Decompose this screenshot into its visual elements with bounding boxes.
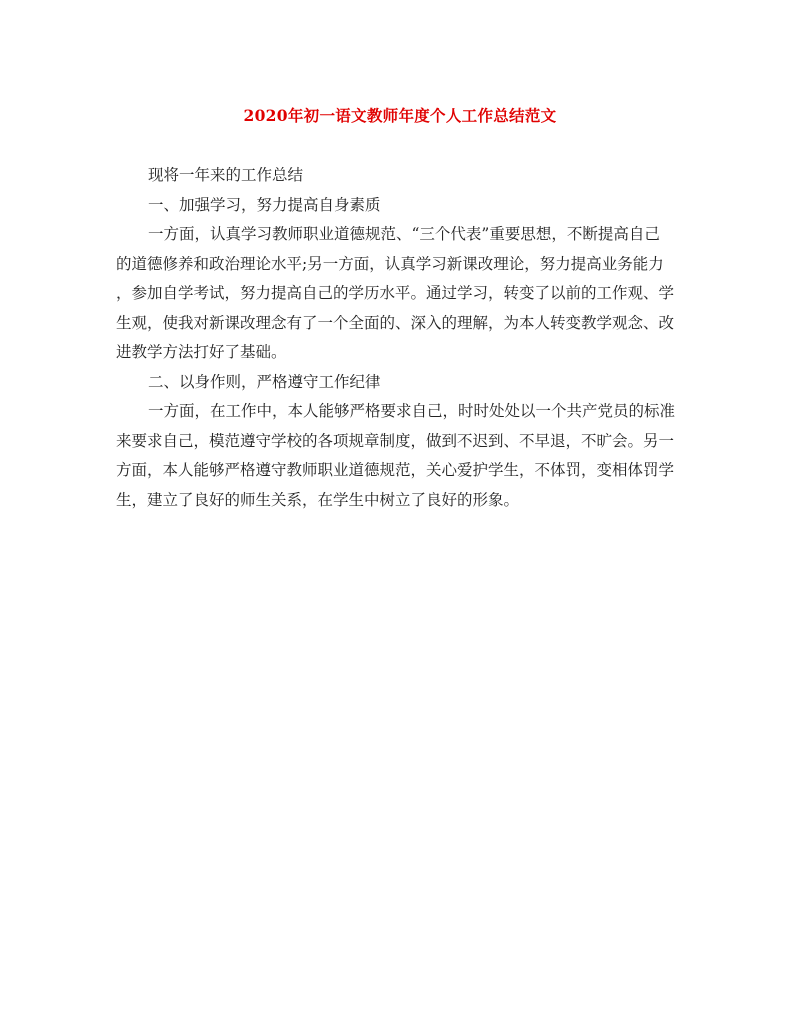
paragraph-1-line-3: ，参加自学考试，努力提高自己的学历水平。通过学习，转变了以前的工作观、学 — [116, 284, 675, 302]
section-heading-2: 二、以身作则，严格遵守工作纪律 — [148, 372, 381, 391]
section-heading-1: 一、加强学习，努力提高自身素质 — [148, 195, 381, 214]
paragraph-1-line-1: 一方面，认真学习教师职业道德规范、“三个代表”重要思想，不断提高自己 — [148, 225, 660, 243]
document-body — [116, 161, 700, 515]
document-title: 2020年初一语文教师年度个人工作总结范文 — [243, 106, 557, 125]
paragraph-1-line-5: 进教学方法打好了基础。 — [116, 343, 287, 361]
paragraph-2-line-2: 来要求自己，模范遵守学校的各项规章制度，做到不迟到、不早退，不旷会。另一 — [116, 431, 675, 450]
paragraph-1-line-4: 生观，使我对新课改理念有了一个全面的、深入的理解，为本人转变教学观念、改 — [116, 313, 675, 332]
intro-line: 现将一年来的工作总结 — [148, 166, 304, 184]
paragraph-2-line-3: 方面，本人能够严格遵守教师职业道德规范，关心爱护学生，不体罚，变相体罚学 — [116, 461, 675, 479]
paragraph-2-line-4: 生，建立了良好的师生关系，在学生中树立了良好的形象。 — [116, 490, 520, 509]
paragraph-1-line-2: 的道德修养和政治理论水平;另一方面，认真学习新课改理论，努力提高业务能力 — [116, 254, 664, 273]
paragraph-2-line-1: 一方面，在工作中，本人能够严格要求自己，时时处处以一个共产党员的标准 — [148, 402, 676, 420]
